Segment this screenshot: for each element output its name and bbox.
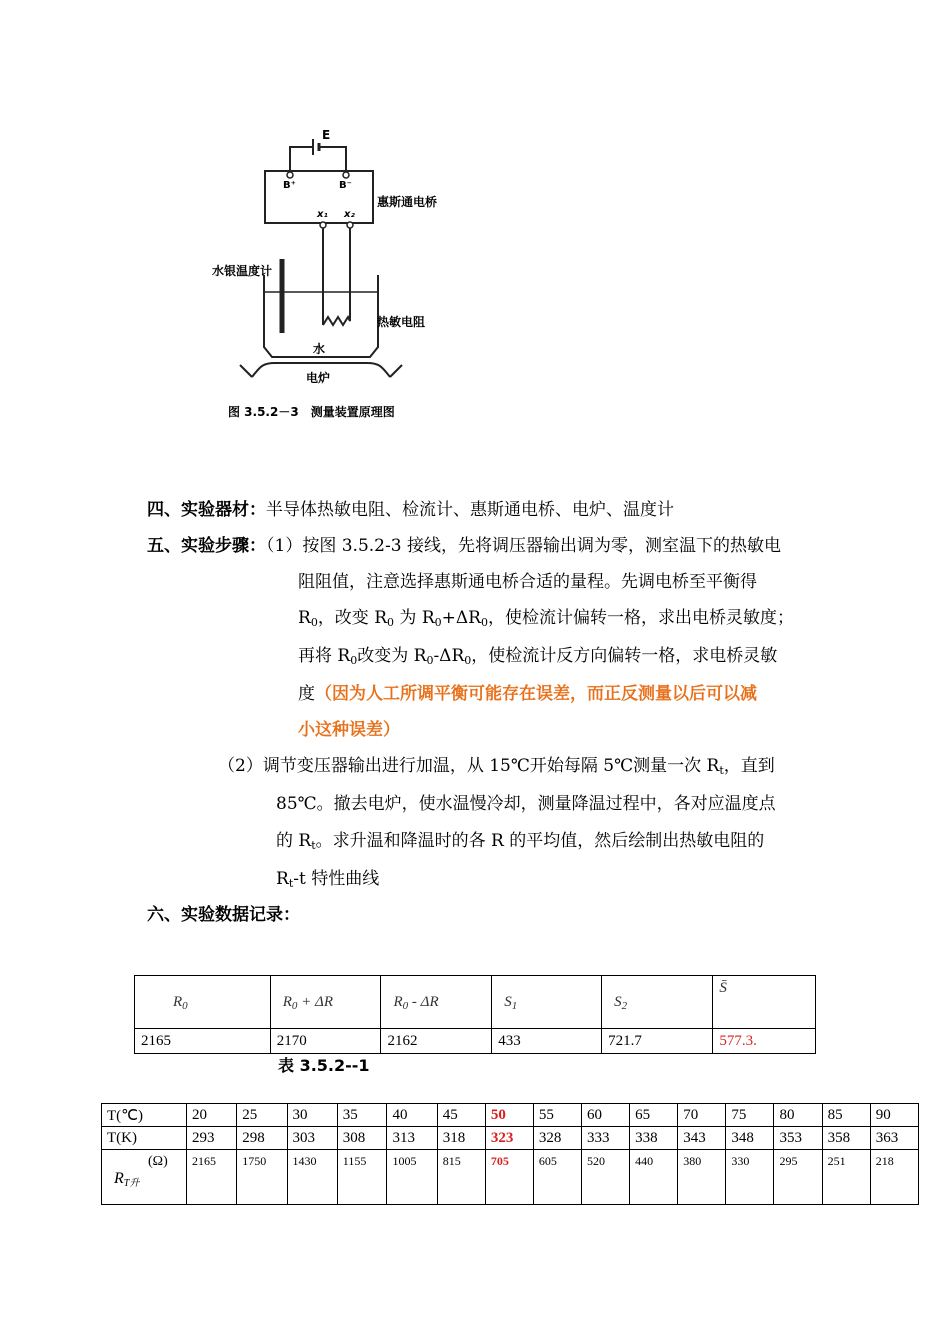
kelvin-cell: 318	[437, 1127, 485, 1150]
kelvin-cell: 303	[287, 1127, 337, 1150]
text: R	[393, 993, 403, 1010]
kelvin-cell: 323	[485, 1127, 533, 1150]
sub: T升	[123, 1178, 140, 1189]
header-s2	[602, 976, 713, 1029]
thermistor-label: 热敏电阻	[377, 315, 426, 329]
celsius-cell: 75	[726, 1104, 774, 1127]
section-4-heading: 四、实验器材：	[147, 500, 266, 520]
sub: 0	[434, 616, 442, 629]
text: 的 R	[276, 831, 312, 851]
cell-s2: 721.7	[602, 1029, 713, 1054]
section-5-line-1	[147, 535, 781, 557]
text: （2）调节变压器输出进行加温，从 15℃开始每隔 5℃测量一次 R	[218, 756, 720, 776]
text: 。求升温和降温时的各 R 的平均值，然后绘制出热敏电阻的	[315, 831, 765, 851]
text: 为 R	[394, 608, 435, 628]
unit-label: (Ω)	[148, 1154, 168, 1169]
circuit-diagram	[200, 125, 470, 435]
error-note-1: （因为人工所调平衡可能存在误差，而正反测量以后可以减	[315, 684, 757, 704]
text: 改变为 R	[357, 646, 427, 666]
kelvin-cell: 363	[870, 1127, 918, 1150]
text: 再将 R	[298, 646, 351, 666]
header-r0-plus	[270, 976, 381, 1029]
sub: t	[288, 877, 294, 890]
header-s-mean	[713, 976, 816, 1029]
resistance-cell: 1430	[287, 1150, 337, 1205]
resistance-cell: 2165	[187, 1150, 237, 1205]
kelvin-cell: 328	[533, 1127, 581, 1150]
text: + ΔR	[297, 993, 333, 1010]
resistance-cell: 1750	[237, 1150, 287, 1205]
sub: 0	[291, 999, 298, 1012]
celsius-cell: 20	[187, 1104, 237, 1127]
kelvin-cell: 343	[678, 1127, 726, 1150]
cell-s1: 433	[492, 1029, 602, 1054]
celsius-cell: 80	[774, 1104, 822, 1127]
thermometer-label: 水银温度计	[212, 264, 273, 278]
terminal-x1-label: x₁	[317, 209, 328, 220]
celsius-cell: 25	[237, 1104, 287, 1127]
text: ，直到	[723, 756, 775, 776]
celsius-cell: 50	[485, 1104, 533, 1127]
text: ，改变 R	[317, 608, 388, 628]
bridge-sensitivity-table	[134, 975, 816, 1054]
text: -t 特性曲线	[293, 869, 380, 889]
sub: 0	[402, 999, 409, 1012]
header-s1	[492, 976, 602, 1029]
sub: 0	[350, 654, 358, 667]
kelvin-cell: 358	[822, 1127, 870, 1150]
resistance-cell: 251	[822, 1150, 870, 1205]
step-1-text-1: （1）按图 3.5.2-3 接线，先将调压器输出调为零，测室温下的热敏电	[266, 536, 781, 556]
resistance-cell: 440	[630, 1150, 678, 1205]
text: ，使检流计偏转一格，求出电桥灵敏度；	[487, 608, 794, 628]
resistance-cell: 1155	[337, 1150, 387, 1205]
kelvin-cell: 353	[774, 1127, 822, 1150]
furnace-label: 电炉	[306, 371, 331, 385]
step-2-line-1	[218, 755, 775, 777]
section-5-heading: 五、实验步骤：	[147, 536, 266, 556]
step-1-line-4	[298, 645, 777, 667]
bridge-label: 惠斯通电桥	[377, 195, 438, 209]
section-4-text: 半导体热敏电阻、检流计、惠斯通电桥、电炉、温度计	[266, 500, 674, 520]
text: S̄	[719, 980, 727, 996]
water-label: 水	[313, 342, 326, 356]
step-2-line-3	[276, 830, 764, 852]
temperature-resistance-table	[101, 1103, 919, 1205]
table-row	[135, 1029, 816, 1054]
table-header-row	[135, 976, 816, 1029]
resistance-row	[102, 1150, 919, 1205]
text: +ΔR	[441, 608, 481, 628]
text: - ΔR	[408, 993, 439, 1010]
text: S	[504, 993, 512, 1010]
kelvin-cell: 293	[187, 1127, 237, 1150]
terminal-b-plus-label: B⁺	[283, 180, 296, 191]
celsius-cell: 60	[582, 1104, 630, 1127]
celsius-cell: 35	[337, 1104, 387, 1127]
terminal-x2-label: x₂	[344, 209, 355, 220]
step-1-line-3	[298, 607, 794, 629]
text: S	[614, 993, 622, 1010]
kelvin-cell: 338	[630, 1127, 678, 1150]
celsius-cell: 90	[870, 1104, 918, 1127]
resistance-cell: 380	[678, 1150, 726, 1205]
celsius-cell: 30	[287, 1104, 337, 1127]
kelvin-row	[102, 1127, 919, 1150]
row-label-celsius: T(℃)	[102, 1104, 187, 1127]
header-r0	[135, 976, 271, 1029]
text: R	[276, 869, 289, 889]
sub: 0	[426, 654, 434, 667]
figure-caption: 图 3.5.2－3 测量装置原理图	[228, 405, 395, 419]
step-2-line-2: 85℃。撤去电炉，使水温慢冷却，测量降温过程中，各对应温度点	[276, 794, 776, 814]
sub: 0	[387, 616, 395, 629]
row-label-kelvin: T(K)	[102, 1127, 187, 1150]
text: 度	[298, 684, 315, 704]
celsius-cell: 45	[437, 1104, 485, 1127]
resistance-cell: 520	[582, 1150, 630, 1205]
error-note-2: 小这种误差）	[298, 720, 400, 740]
sub: 2	[621, 999, 628, 1012]
cell-r0: 2165	[135, 1029, 271, 1054]
step-2-line-4	[276, 868, 379, 890]
section-6-heading: 六、实验数据记录：	[147, 905, 300, 925]
resistance-symbol	[114, 1170, 139, 1188]
celsius-cell: 85	[822, 1104, 870, 1127]
table-1-caption: 表 3.5.2--1	[278, 1056, 370, 1075]
resistance-cell: 815	[437, 1150, 485, 1205]
cell-s-mean: 577.3.	[713, 1029, 816, 1054]
kelvin-cell: 308	[337, 1127, 387, 1150]
celsius-cell: 65	[630, 1104, 678, 1127]
text: R	[114, 1170, 124, 1187]
sub: t	[719, 764, 724, 777]
celsius-cell: 70	[678, 1104, 726, 1127]
sub: t	[311, 839, 316, 852]
kelvin-cell: 333	[582, 1127, 630, 1150]
terminal-b-minus-label: B⁻	[339, 180, 352, 191]
resistance-cell: 705	[485, 1150, 533, 1205]
step-1-line-5	[298, 683, 757, 705]
resistance-cell: 218	[870, 1150, 918, 1205]
step-1-line-2: 阻阻值，注意选择惠斯通电桥合适的量程。先调电桥至平衡得	[298, 572, 757, 592]
row-label-resistance	[102, 1150, 187, 1205]
celsius-cell: 40	[387, 1104, 437, 1127]
celsius-row	[102, 1104, 919, 1127]
text: R	[173, 993, 183, 1010]
text: ，使检流计反方向偏转一格，求电桥灵敏	[471, 646, 778, 666]
sub: 0	[480, 616, 488, 629]
text-r0: R	[298, 608, 311, 628]
sub: 0	[310, 616, 318, 629]
cell-r0-plus: 2170	[270, 1029, 381, 1054]
sub: 0	[464, 654, 472, 667]
kelvin-cell: 313	[387, 1127, 437, 1150]
battery-label: E	[322, 128, 331, 142]
kelvin-cell: 348	[726, 1127, 774, 1150]
header-r0-minus	[381, 976, 492, 1029]
text: R	[282, 993, 292, 1010]
sub: 0	[182, 999, 188, 1012]
sub: 1	[511, 999, 518, 1012]
text: -ΔR	[433, 646, 465, 666]
resistance-cell: 330	[726, 1150, 774, 1205]
resistance-cell: 1005	[387, 1150, 437, 1205]
celsius-cell: 55	[533, 1104, 581, 1127]
resistance-cell: 605	[533, 1150, 581, 1205]
circuit-diagram-drawing	[200, 125, 470, 435]
cell-r0-minus: 2162	[381, 1029, 492, 1054]
resistance-cell: 295	[774, 1150, 822, 1205]
kelvin-cell: 298	[237, 1127, 287, 1150]
section-4	[147, 499, 674, 521]
